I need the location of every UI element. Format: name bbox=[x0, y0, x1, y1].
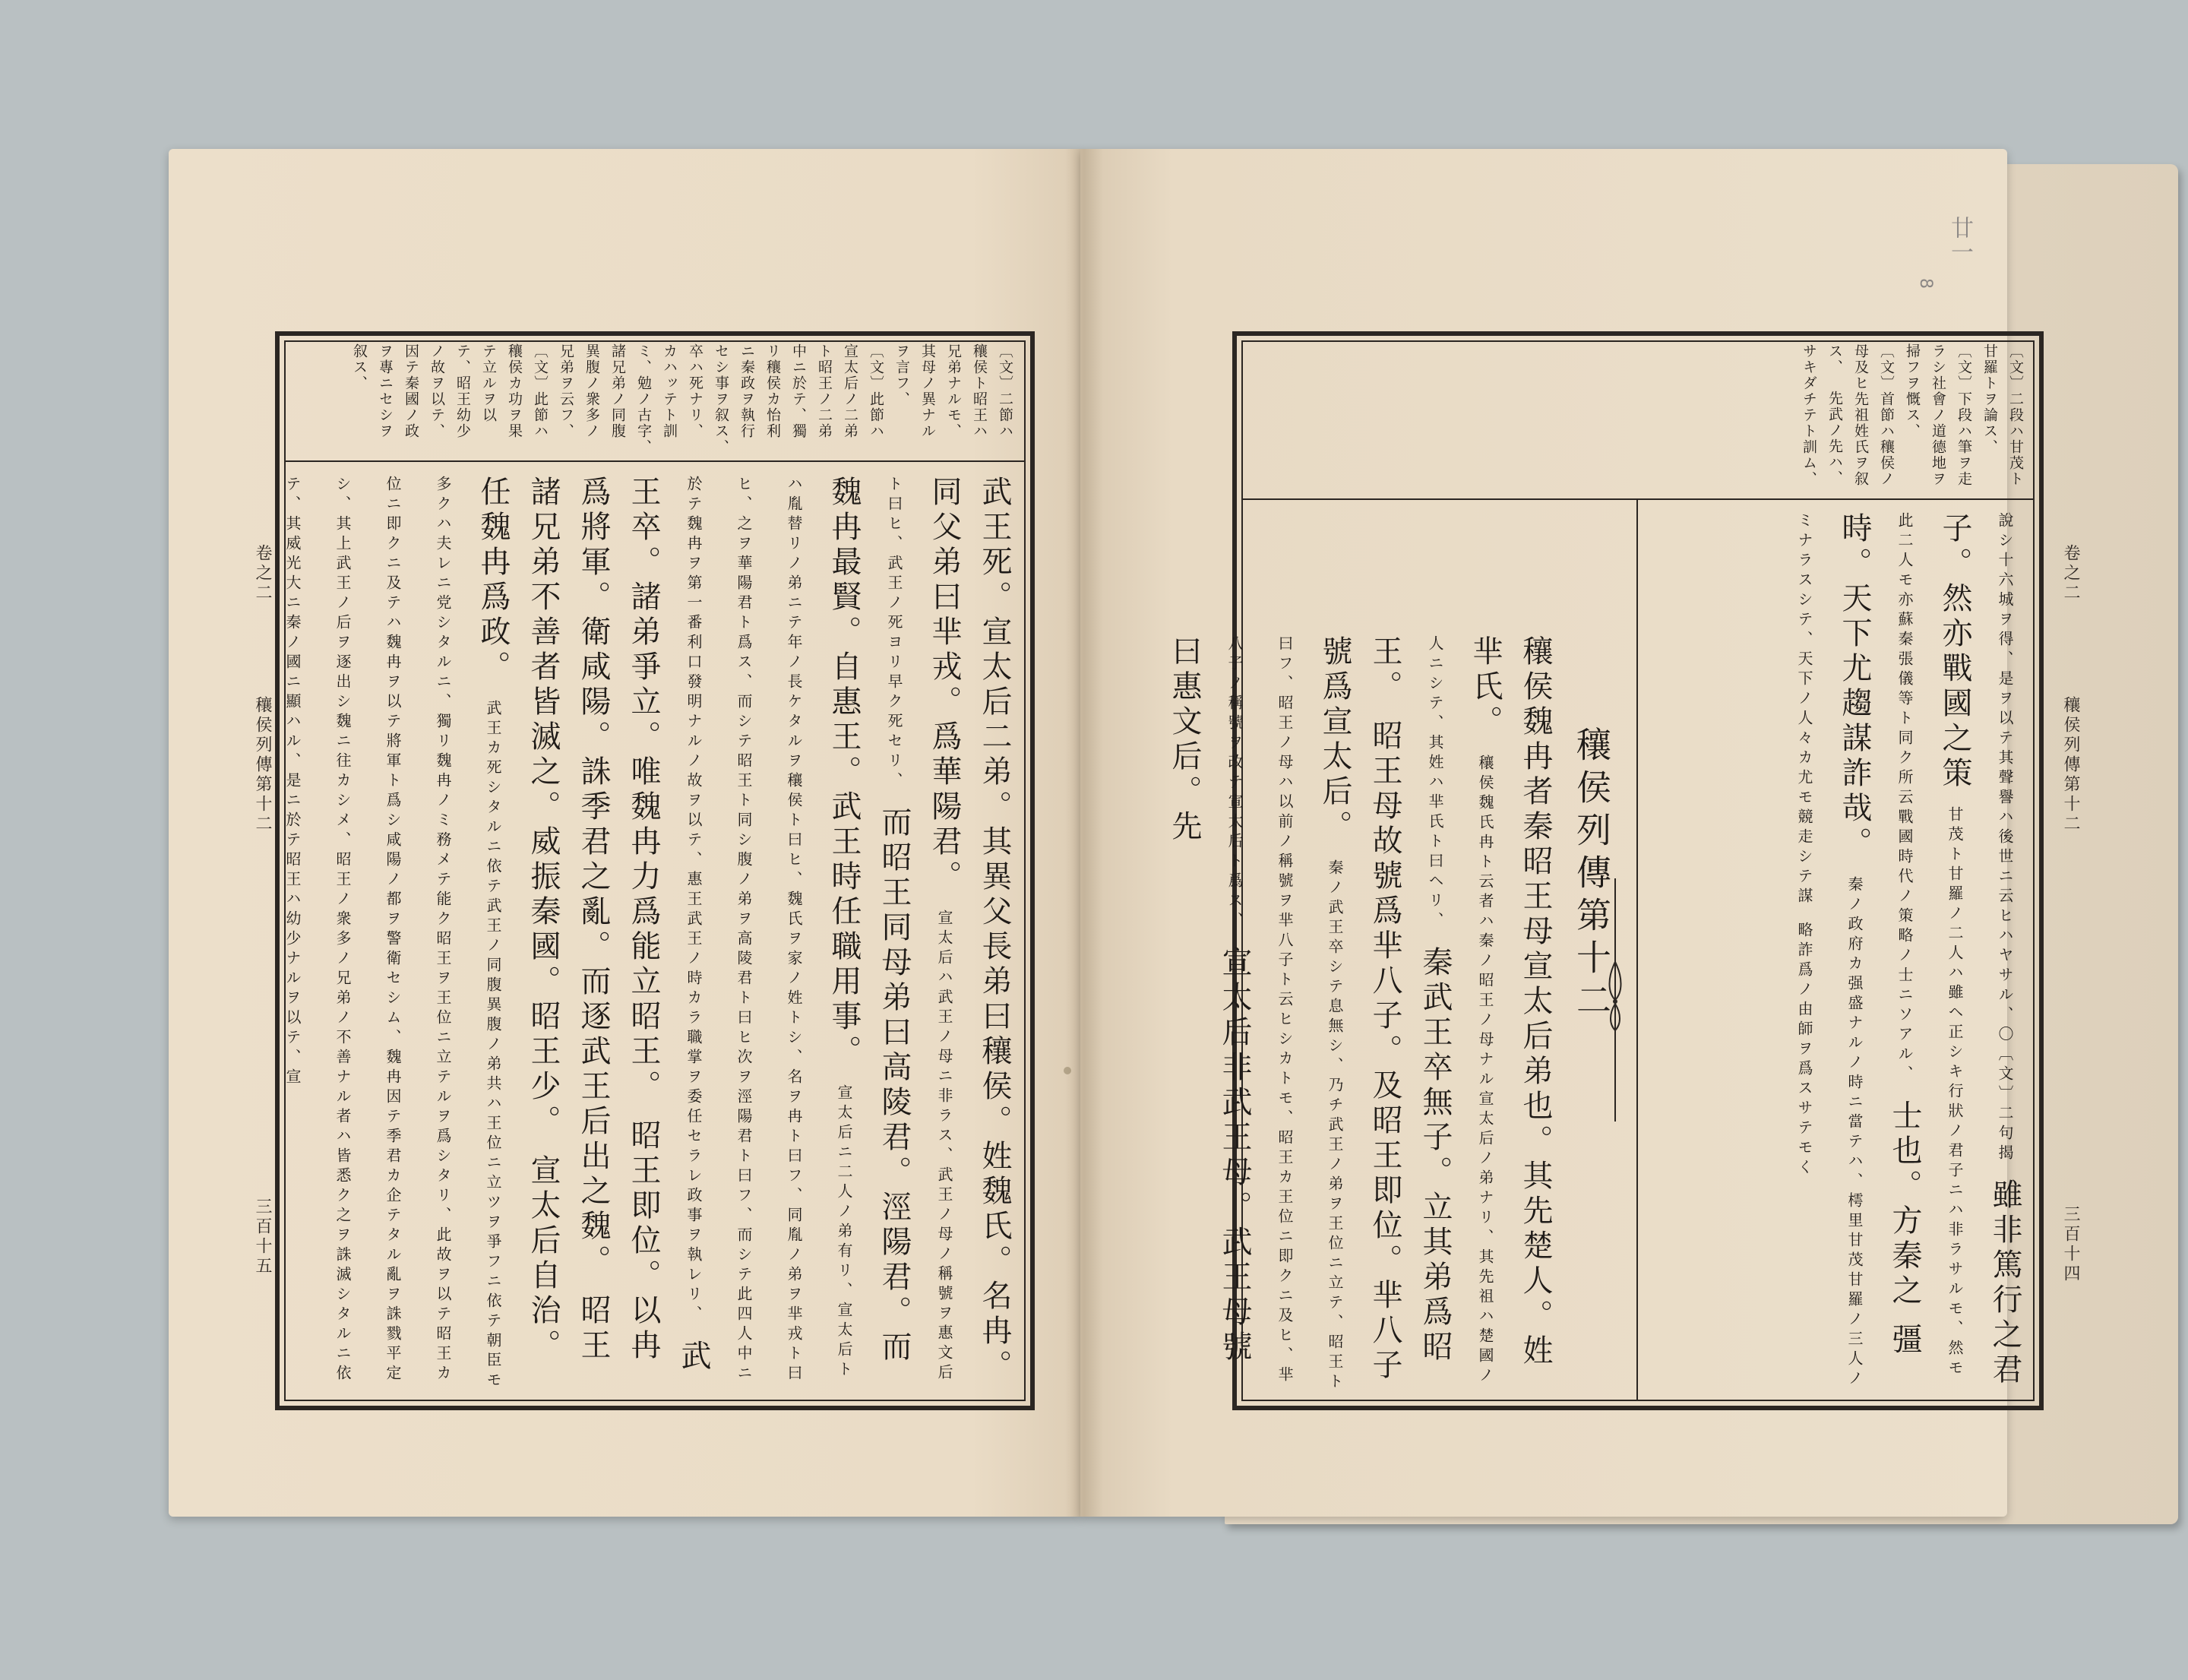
left-main-6: 宣太后自治。任魏冉爲政。 bbox=[476, 476, 561, 1364]
right-upper-small-3: 秦ノ政府カ强盛ナルノ時ニ當テハ、樗里甘茂甘羅ノ三人ノミナラスシテ、天下ノ人々カ尤モ競走シテ謀 bbox=[1795, 512, 1864, 1390]
right-notes-band bbox=[1246, 343, 2028, 492]
chapter-title: 穰侯列傳第十二 bbox=[1571, 726, 1612, 1024]
left-margin-header: 卷之二 bbox=[253, 544, 272, 603]
left-header-rule bbox=[284, 460, 1026, 462]
left-note-1: 〔文〕二節ハ穰侯ト昭王ハ兄弟ナルモ、其母ノ異ナルヲ言フ、 bbox=[893, 343, 1013, 439]
left-margin-page-number: 三百十五 bbox=[253, 1198, 272, 1277]
right-upper-2: 士也。方秦之 bbox=[1887, 1099, 1922, 1309]
right-upper-small-2: 甘茂ト甘羅ノ二人ハ雖ヘ正シキ行狀ノ君子ニハ非ラサルモ、然モ此二人モ亦蘇秦張儀等ト同ク所云戰國時代ノ策略ノ士ニソアル、 bbox=[1896, 512, 1964, 1379]
right-margin-title: 穰侯列傳第十二 bbox=[2061, 696, 2080, 834]
section-divider bbox=[1636, 500, 1638, 1401]
right-main-body bbox=[1167, 635, 1560, 1395]
left-notes-band bbox=[289, 343, 1018, 454]
right-note-4: 先武ノ先ハ、サキダチテト訓ム、 bbox=[1801, 343, 1843, 487]
right-main-4: 宣太后非武王母。武王母號曰惠文后。先 bbox=[1167, 635, 1252, 1365]
right-small-1: 穰侯魏氏冉ト云者ハ秦ノ昭王ノ母ナル宣太后ノ弟ナリ、其先祖ハ楚國ノ人ニシテ、其姓ハ芈氏ト曰ヘリ、 bbox=[1426, 635, 1494, 1387]
right-note-3: 〔文〕首節ハ穰侯ノ母及ヒ先祖姓氏ヲ叙ス、 bbox=[1826, 343, 1895, 487]
right-upper-4: 略詐爲ノ由師ヲ爲スサテモく bbox=[1795, 921, 1813, 1179]
left-margin-title: 穰侯列傳第十二 bbox=[253, 696, 272, 834]
right-upper-small-1: 說シ十六城ヲ得、是ヲ以テ其聲譽ハ後世ニ云ヒハヤサル、〇〔文〕二句揭 bbox=[1996, 512, 2014, 1164]
left-page bbox=[169, 149, 1080, 1517]
right-main-1: 穰侯魏冉者秦昭王母宣太后弟也。其先楚人。姓芈氏。 bbox=[1468, 635, 1553, 1369]
right-margin-header: 卷之二 bbox=[2061, 544, 2080, 603]
left-main-1: 武王死。宣太后二弟。其異父長弟曰穰侯。姓魏氏。名冉。同父弟曰芈戎。爲華陽君。 bbox=[927, 476, 1012, 1384]
left-note-3: 卒ハ死ナリ、カハッテト訓ミ、勉ノ古字、 bbox=[635, 343, 704, 448]
left-small-2: 宣太后ニ二人ノ弟有リ、宣太后トハ胤替リノ弟ニテ年ノ長ケタルヲ穰侯ト曰ヒ、魏氏ヲ家ノ姓トシ、名ヲ冉ト曰フ、同胤ノ弟ヲ芈戎ト曰ヒ、之ヲ華陽君ト爲ス、而シテ昭王ト同シ腹ノ弟ヲ高陵君ト曰ヒ次ヲ涇陽君ト曰フ、而シテ此四人中ニ於テ魏冉ヲ第一番利口發明ナルノ故ヲ以テ、惠王武王ノ時カラ職掌ヲ委任セラレ政事ヲ執レリ、 bbox=[685, 476, 853, 1384]
left-main-3: 武王卒。諸弟爭立。唯魏冉力爲能立昭王。 bbox=[626, 476, 711, 1375]
right-main-2: 秦武王卒無子。立其弟爲昭王。 bbox=[1368, 635, 1453, 1365]
right-page bbox=[1080, 149, 2080, 1517]
right-main-3: 昭王母故號爲芈八子。及昭王即位。芈八子號爲宣太后。 bbox=[1317, 635, 1402, 1384]
right-upper-3: 彊時。天下尤趨謀詐哉。 bbox=[1837, 512, 1922, 1359]
left-main-4: 昭王即位。以冉爲將軍。衛咸陽。誅季君之亂。而逐武王后出之魏。 bbox=[576, 476, 661, 1364]
left-main-body bbox=[283, 476, 1020, 1395]
left-note-4: 諸兄弟ノ同腹異腹ノ衆多ノ兄弟ヲ云フ、 bbox=[558, 343, 626, 439]
right-header-rule bbox=[1241, 498, 2035, 500]
right-note-2: 〔文〕下段ハ筆ヲ走ラシ社會ノ道德地ヲ掃フヲ慨ス、 bbox=[1904, 343, 1972, 487]
left-small-3: 武王カ死シタルニ依テ武王ノ同腹異腹ノ弟共ハ王位ニ立ツヲ爭フニ依テ朝臣モ多クハ夫レニ党シタルニ、獨リ魏冉ノミ務メテ能ク昭王ヲ王位ニ立テルヲ爲シタリ、此故ヲ以テ昭王カ位ニ即クニ及テハ魏冉ヲ以テ將軍ト爲シ咸陽ノ都ヲ警衛セシム、魏冉因テ季君カ企テタル亂ヲ誅戮平定シ、其上武王ノ后ヲ逐出シ魏ニ往カシメ、昭王ノ衆多ノ兄弟ノ不善ナル者ハ皆悉ク之ヲ誅滅シタルニ依テ、其威光大ニ秦ノ國ニ顯ハル、是ニ於テ昭王ハ幼少ナルヲ以テ、宣 bbox=[283, 476, 502, 1391]
right-margin-page-number: 三百十四 bbox=[2061, 1205, 2080, 1284]
left-note-5: 〔文〕此節ハ穰侯カ功ヲ果テ立ルヲ以テ、昭王幼少ノ故ヲ以テ、因テ秦國ノ政ヲ專ニセシヲ叙ス、 bbox=[351, 343, 549, 439]
right-small-2: 秦ノ武王卒シテ息無シ、乃チ武王ノ弟ヲ王位ニ立テ、昭王ト曰フ、昭王ノ母ハ以前ノ稱號ヲ芈八子ト云ヒシカトモ、昭王カ王位ニ即クニ及ヒ、芈八子ノ稱號ヲ改テ宣太后ト爲ス、 bbox=[1225, 635, 1344, 1393]
left-note-2: 〔文〕此節ハ宣太后ノ二弟ト昭王ノ二弟中ニ於テ、獨リ穰侯カ怡利ニ秦政ヲ執行セシ事ヲ叙ス、 bbox=[713, 343, 884, 448]
gutter-shadow bbox=[1065, 149, 1103, 1517]
left-small-1: 宣太后ハ武王ノ母ニ非ラス、武王ノ母ノ稱號ヲ惠文后ト曰ヒ、武王ノ死ヨリ早ク死セリ、 bbox=[885, 476, 953, 1384]
left-main-2: 而昭王同母弟曰高陵君。涇陽君。而魏冉最賢。自惠王。武王時任職用事。 bbox=[827, 476, 912, 1365]
pencil-annotation-small: 8 bbox=[1916, 278, 1935, 290]
open-book bbox=[169, 149, 2080, 1528]
right-note-1: 〔文〕二段ハ甘茂ト甘羅トヲ論ス、 bbox=[1981, 343, 2024, 487]
right-upper-1: 雖非篤行之君子。然亦戰國之策 bbox=[1937, 512, 2022, 1388]
right-upper-body bbox=[1643, 512, 2030, 1394]
pencil-annotation: 廿一 bbox=[1946, 216, 1973, 264]
left-main-5: 昭王諸兄弟不善者皆滅之。威振秦國。昭王少。 bbox=[526, 476, 611, 1364]
